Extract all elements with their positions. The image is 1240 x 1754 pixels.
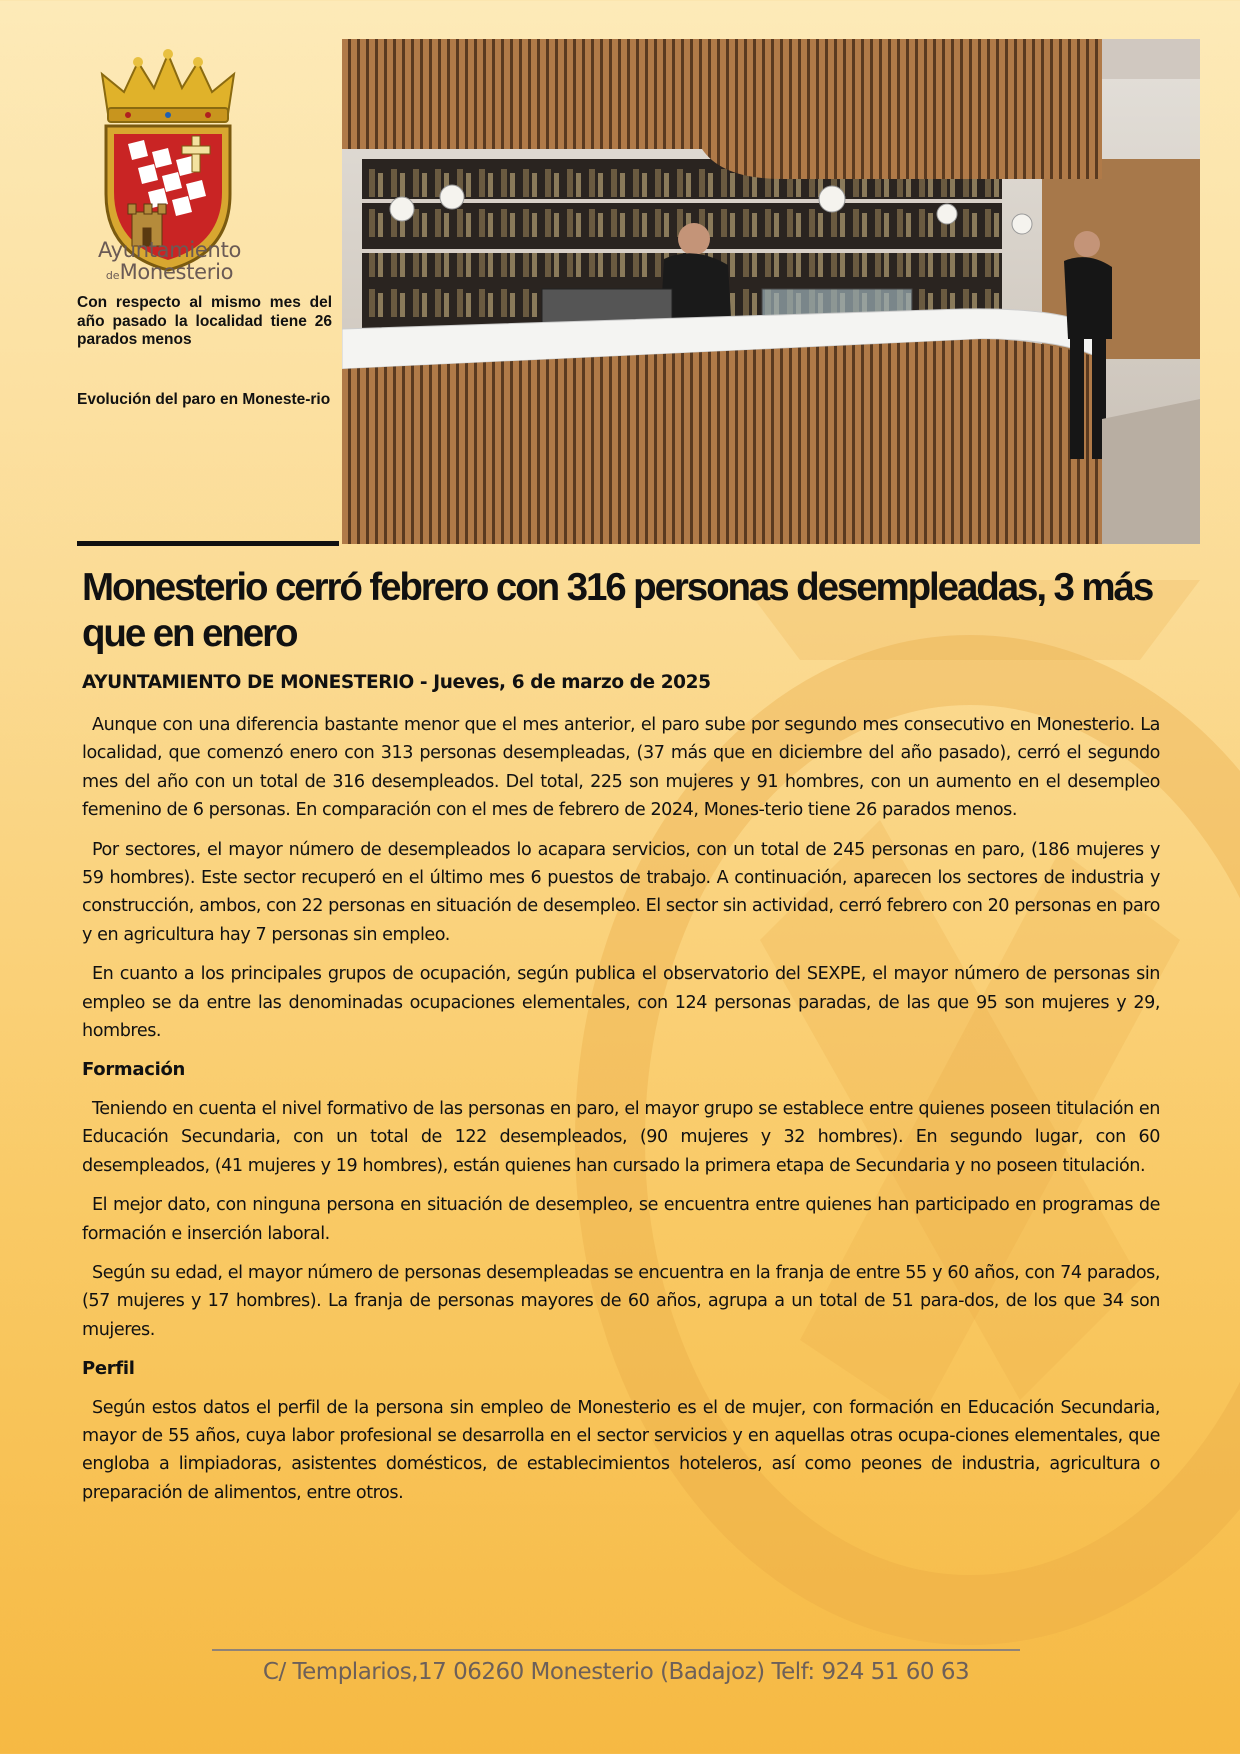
article-byline: AYUNTAMIENTO DE MONESTERIO - Jueves, 6 de marzo de 2025 bbox=[82, 672, 711, 693]
article-headline: Monesterio cerró febrero con 316 personas desempleadas, 3 más que en enero bbox=[82, 566, 1153, 655]
body-paragraph: Aunque con una diferencia bastante menor que el mes anterior, el paro sube por segundo mes consecutivo en Monesterio. La localidad, que comenzó enero con 313 personas desempleadas, (37 más que en diciembre del año pasado), cerró el segundo mes del año con un total de 316 desempleados. Del total, 225 son mujeres y 91 hombres, con un aumento en el desempleo femenino de 6 personas. En comparación con el mes de febrero de 2024, Mones-terio tiene 26 parados menos. bbox=[82, 715, 1160, 821]
footer-address: C/ Templarios,17 06260 Monesterio (Badajoz) Telf: 924 51 60 63 bbox=[262, 1659, 970, 1685]
side-note-comparison: Con respecto al mismo mes del año pasado la localidad tiene 26 parados menos bbox=[77, 294, 332, 348]
body-paragraph: Según su edad, el mayor número de personas desempleadas se encuentra en la franja de entre 55 y 60 años, con 74 parados, (57 mujeres y 17 hombres). La franja de personas mayores de 60 años, agrupa a un total de 51 para-dos, de los que 34 son mujeres. bbox=[82, 1262, 1160, 1340]
body-paragraph: En cuanto a los principales grupos de ocupación, según publica el observatorio del SEXPE, el mayor número de personas sin empleo se da entre las denominadas ocupaciones elementales, con 124 personas paradas, de las que 95 son mujeres y 29, hombres. bbox=[82, 964, 1160, 1042]
body-paragraph: Según estos datos el perfil de la persona sin empleo de Monesterio es el de mujer, con formación en Educación Secundaria, mayor de 55 años, cuya labor profesional se desarrolla en el sector servicios y en aquellas otras ocupa-ciones elementales, que engloba a limpiadoras, asistentes domésticos, de establecimientos hoteleros, así como peones de industria, agricultura o preparación de alimentos, entre otros. bbox=[82, 1397, 1160, 1503]
logo-name-prefix: de bbox=[105, 269, 120, 282]
body-paragraph: Teniendo en cuenta el nivel formativo de las personas en paro, el mayor grupo se establece entre quienes poseen titulación en Educación Secundaria, con un total de 122 desempleados, (90 mujeres y 32 hombres). En segundo lugar, con 60 desempleados, (41 mujeres y 19 hombres), están quienes han cursado la primera etapa de Secundaria y no poseen titulación. bbox=[82, 1098, 1160, 1176]
logo-name-line2 bbox=[82, 260, 257, 284]
logo-name-main: Monesterio bbox=[119, 260, 234, 284]
footer-divider bbox=[212, 1649, 1020, 1651]
article-body bbox=[82, 711, 1160, 1518]
bar-counter-photo bbox=[342, 39, 1200, 544]
section-heading-perfil: Perfil bbox=[82, 1358, 135, 1380]
side-note-evolution: Evolución del paro en Moneste-rio bbox=[77, 391, 331, 408]
body-paragraph: Por sectores, el mayor número de desempleados lo acapara servicios, con un total de 245 personas en paro, (186 mujeres y 59 hombres). Este sector recuperó en el último mes 6 puestos de trabajo. A continuación, aparecen los sectores de industria y construcción, ambos, con 22 personas en situación de desempleo. El sector sin actividad, cerró febrero con 20 personas en paro y en agricultura hay 7 personas sin empleo. bbox=[82, 839, 1160, 945]
logo-name-line1: Ayuntamiento bbox=[97, 238, 242, 262]
section-heading-formacion: Formación bbox=[82, 1059, 186, 1081]
body-paragraph: El mejor dato, con ninguna persona en situación de desempleo, se encuentra entre quienes han participado en programas de formación e inserción laboral. bbox=[82, 1195, 1160, 1244]
separator-rule bbox=[77, 541, 339, 546]
